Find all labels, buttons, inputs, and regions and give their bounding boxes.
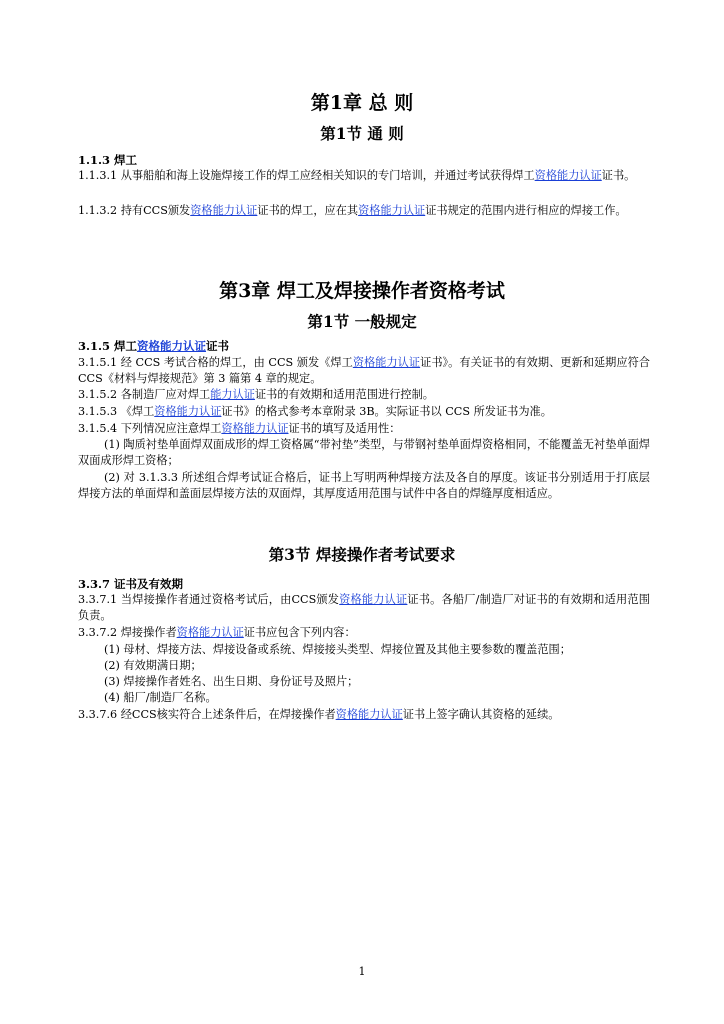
paragraph-1-1-3-2 (78, 203, 650, 219)
paragraph-3-1-5-4-item-2: (2) 对 3.1.3.3 所述组合焊考试证合格后，证书上写明两种焊接方法及各自的厚度。该证书分别适用于打底层焊接方法的单面焊和盖面层焊接方法的双面焊，其厚度适用范围与试件中各自的焊缝厚度相适应。 (78, 471, 650, 500)
certificate-link[interactable]: 资格能力认证 (221, 422, 289, 435)
chapter-3-title: 第3章 焊工及焊接操作者资格考试 (219, 280, 505, 302)
paragraph-3-3-7-2 (78, 625, 650, 641)
section-heading-3-1-5 (78, 338, 229, 354)
paragraph-3-1-5-3 (78, 404, 650, 420)
text-segment: 证书的填写及适用性： (288, 422, 401, 435)
text-segment: 3.3.7.2 焊接操作者 (78, 626, 177, 639)
chapter-3-section-3-title: 第3节 焊接操作者考试要求 (268, 545, 456, 564)
text-segment: 证书规定的范围内进行相应的焊接工作。 (425, 204, 627, 217)
certificate-link[interactable]: 资格能力认证 (358, 204, 426, 217)
page-number: 1 (358, 965, 366, 978)
certificate-link[interactable]: 资格能力认证 (190, 204, 258, 217)
paragraph-3-1-5-2 (78, 387, 650, 403)
text-segment: 证书的有效期和适用范围进行控制。 (254, 388, 434, 401)
text-segment: 1.1.3.2 持有CCS颁发 (78, 204, 191, 217)
certificate-link[interactable]: 资格能力认证 (339, 593, 408, 606)
text-segment: 3.3.7.1 当焊接操作者通过资格考试后，由CCS颁发 (78, 593, 340, 606)
paragraph-3-3-7-6 (78, 707, 650, 723)
list-item: (1) 母材、焊接方法、焊接设备或系统、焊接接头类型、焊接位置及其他主要参数的覆盖范围； (104, 643, 571, 656)
section-heading-3-3-7: 3.3.7 证书及有效期 (78, 577, 184, 591)
certificate-link[interactable]: 资格能力认证 (137, 339, 207, 353)
text-segment: 证书应包含下列内容： (243, 626, 356, 639)
text-segment: 证书。 (601, 169, 636, 182)
certificate-link[interactable]: 资格能力认证 (335, 708, 403, 721)
text-segment: 证书上签字确认其资格的延续。 (402, 708, 560, 721)
paragraph-3-3-7-1 (78, 592, 650, 624)
paragraph-3-1-5-1 (78, 355, 650, 387)
text-segment: 证书》。有关证书的有效期、更新和延期应符合 CCS《材料与焊接规范》第 3 篇第 4 章的规定。 (78, 356, 650, 385)
text-segment: 3.1.5 焊工 (78, 339, 138, 353)
text-segment: 3.1.5.3 《焊工 (78, 405, 155, 418)
text-segment: 3.1.5.1 经 CCS 考试合格的焊工，由 CCS 颁发《焊工 (78, 356, 353, 369)
paragraph-3-1-5-4-item-1: (1) 陶质衬垫单面焊双面成形的焊工资格属“带衬垫”类型，与带钢衬垫单面焊资格相同，不能覆盖无衬垫单面焊双面成形焊工资格； (78, 438, 650, 467)
certificate-link[interactable]: 资格能力认证 (352, 356, 421, 369)
chapter-1-section-1-title: 第1节 通 则 (320, 124, 404, 143)
certificate-link[interactable]: 资格能力认证 (534, 169, 602, 182)
certificate-link[interactable]: 能力认证 (210, 388, 255, 401)
paragraph-1-1-3-1 (78, 168, 650, 184)
text-segment: 1.1.3.1 从事船舶和海上设施焊接工作的焊工应经相关知识的专门培训，并通过考试获得焊工 (78, 169, 535, 182)
chapter-3-section-1-title: 第1节 一般规定 (307, 312, 417, 331)
text-segment: 3.3.7.6 经CCS核实符合上述条件后，在焊接操作者 (78, 708, 336, 721)
certificate-link[interactable]: 资格能力认证 (176, 626, 244, 639)
text-segment: 证书》的格式参考本章附录 3B。实际证书以 CCS 所发证书为准。 (221, 405, 552, 418)
paragraph-3-1-5-4 (78, 421, 650, 437)
text-segment: 证书。各船厂/制造厂对证书的有效期和适用范围负责。 (78, 593, 650, 622)
list-item: (3) 焊接操作者姓名、出生日期、身份证号及照片； (104, 675, 359, 688)
text-segment: 证书的焊工，应在其 (257, 204, 359, 217)
list-item: (4) 船厂/制造厂名称。 (104, 691, 217, 704)
text-segment: 3.1.5.2 各制造厂应对焊工 (78, 388, 211, 401)
chapter-1-title: 第1章 总 则 (310, 92, 414, 114)
text-segment: 3.1.5.4 下列情况应注意焊工 (78, 422, 222, 435)
text-segment: 证书 (206, 339, 230, 353)
section-heading-1-1-3: 1.1.3 焊工 (78, 153, 138, 167)
certificate-link[interactable]: 资格能力认证 (154, 405, 222, 418)
list-item: (2) 有效期满日期； (104, 659, 202, 672)
